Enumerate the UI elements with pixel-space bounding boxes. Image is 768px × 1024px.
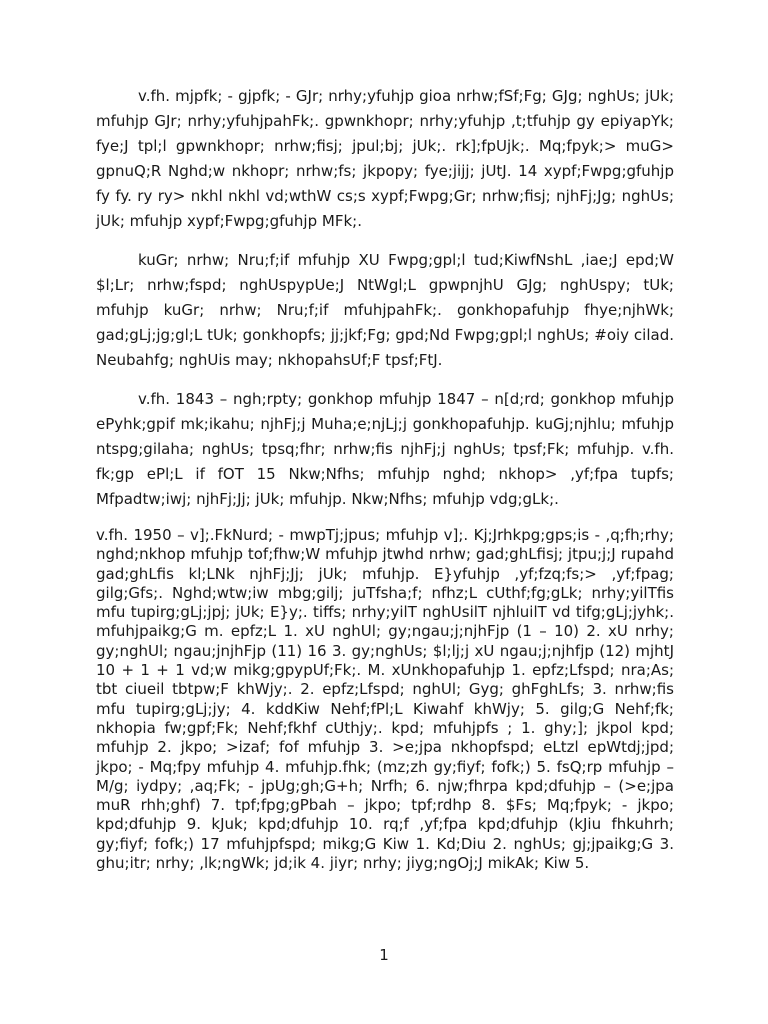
paragraph-1: v.fh. mjpfk; - gjpfk; - GJr; nrhy;yfuhjp gioa nrhw;fSf;Fg; GJg; nghUs; jUk; mfuhjp GJr; nrhy;yfuhjpahFk;. gpwnkhopr; nrhy;yfuhjp ,t;tfuhjp gy epiyapYk; fye;J tpl;l gpwnkhopr; nrhw;fisj; jpul;bj; jUk;. rk];fpUjk;. Mq;fpyk;> muG> gpnuQ;R Nghd;w nkhopr; nrhw;fs; jkpopy; fye;jijj; jUtJ. 14 xypf;Fwpg;gfuhjp fy fy. ry ry> nkhl nkhl vd;wthW cs;s xypf;Fwpg;Gr; nrhw;fisj; njhFj;Jg; nghUs; jUk; mfuhjp xypf;Fwpg;gfuhjp MFk;. bbox=[96, 87, 674, 230]
document-body bbox=[96, 84, 674, 873]
page-number: 1 bbox=[379, 946, 389, 964]
paragraph-3: v.fh. 1843 – ngh;rpty; gonkhop mfuhjp 1847 – n[d;rd; gonkhop mfuhjp ePyhk;gpif mk;ikahu; njhFj;j Muha;e;njLj;j gonkhopafuhjp. kuGj;njhlu; mfuhjp ntspg;gilaha; nghUs; tpsq;fhr; nrhw;fis njhFj;j nghUs; tpsf;Fk; mfuhjp. v.fh. fk;gp ePl;L if fOT 15 Nkw;Nfhs; mfuhjp nghd; nkhop> ,yf;fpa tupfs; Mfpadtw;iwj; njhFj;Jj; jUk; mfuhjp. Nkw;Nfhs; mfuhjp vdg;gLk;. bbox=[96, 390, 674, 508]
paragraph-4: v.fh. 1950 – v];.FkNurd; - mwpTj;jpus; mfuhjp v];. Kj;Jrhkpg;gps;is - ,q;fh;rhy; nghd;nkhop mfuhjp tof;fhw;W mfuhjp jtwhd nrhw; gad;ghLfisj; jtpu;j;J rupahd gad;ghLfis kl;LNk njhFj;Jj; jUk; mfuhjp. E}yfuhjp ,yf;fzq;fs;> ,yf;fpag; gilg;Gfs;. Nghd;wtw;iw mbg;gilj; juTfsha;f; nfhz;L cUthf;fg;gLk; nrhy;yilTfis mfu tupirg;gLj;jpj; jUk; E}y;. tiffs; nrhy;yilT nghUsilT njhluilT vd tifg;gLj;jyhk;. mfuhjpaikg;G m. epfz;L 1. xU nghUl; gy;ngau;j;njhFjp (1 – 10) 2. xU nrhy; gy;nghUl; ngau;jnjhFjp (11) 16 3. gy;nghUs; $l;lj;j xU ngau;j;njhfjp (12) mjhtJ 10 + 1 + 1 vd;w mikg;gpypUf;Fk;. M. xUnkhopafuhjp 1. epfz;Lfspd; nra;As; tbt ciueil tbtpw;F khWjy;. 2. epfz;Lfspd; nghUl; Gyg; ghFghLfs; 3. nrhw;fis mfu tupirg;gLj;jy; 4. kddKiw Nehf;fPl;L Kiwahf khWjy; 5. gilg;G Nehf;fk; nkhopia fw;gpf;Fk; Nehf;fkhf cUthjy;. kpd; mfuhjpfs ; 1. ghy;]; jkpol kpd; mfuhjp 2. jkpo; >izaf; fof mfuhjp 3. >e;jpa nkhopfspd; eLtzl epWtdj;jpd; jkpo; - Mq;fpy mfuhjp 4. mfuhjp.fhk; (mz;zh gy;fiyf; fofk;) 5. fsQ;rp mfuhjp – M/g; iydpy; ,aq;Fk; - jpUg;gh;G+h; Nrfh; 6. njw;fhrpa kpd;dfuhjp – (>e;jpa muR rhh;ghf) 7. tpf;fpg;gPbah – jkpo; tpf;rdhp 8. $Fs; Mq;fpyk; - jkpo; kpd;dfuhjp 9. kJuk; kpd;dfuhjp 10. rq;f ,yf;fpa kpd;dfuhjp (kJiu fhkuhrh; gy;fiyf; fofk;) 17 mfuhjpfspd; mikg;G Kiw 1. Kd;Diu 2. nghUs; gj;jpaikg;G 3. ghu;itr; nrhy; ,lk;ngWk; jd;ik 4. jiyr; nrhy; jiyg;ngOj;J mikAk; Kiw 5. bbox=[96, 526, 674, 873]
paragraph-2: kuGr; nrhw; Nru;f;if mfuhjp XU Fwpg;gpl;l tud;KiwfNshL ,iae;J epd;W $l;Lr; nrhw;fspd; nghUspypUe;J NtWgl;L gpwpnjhU GJg; nghUspy; tUk; mfuhjp kuGr; nrhw; Nru;f;if mfuhjpahFk;. gonkhopafuhjp fhye;njhWk; gad;gLj;jg;gl;L tUk; gonkhopfs; jj;jkf;Fg; gpd;Nd Fwpg;gpl;l nghUs; #oiy cilad. Neubahfg; nghUis may; nkhopahsUf;F tpsf;FtJ. bbox=[96, 251, 674, 369]
